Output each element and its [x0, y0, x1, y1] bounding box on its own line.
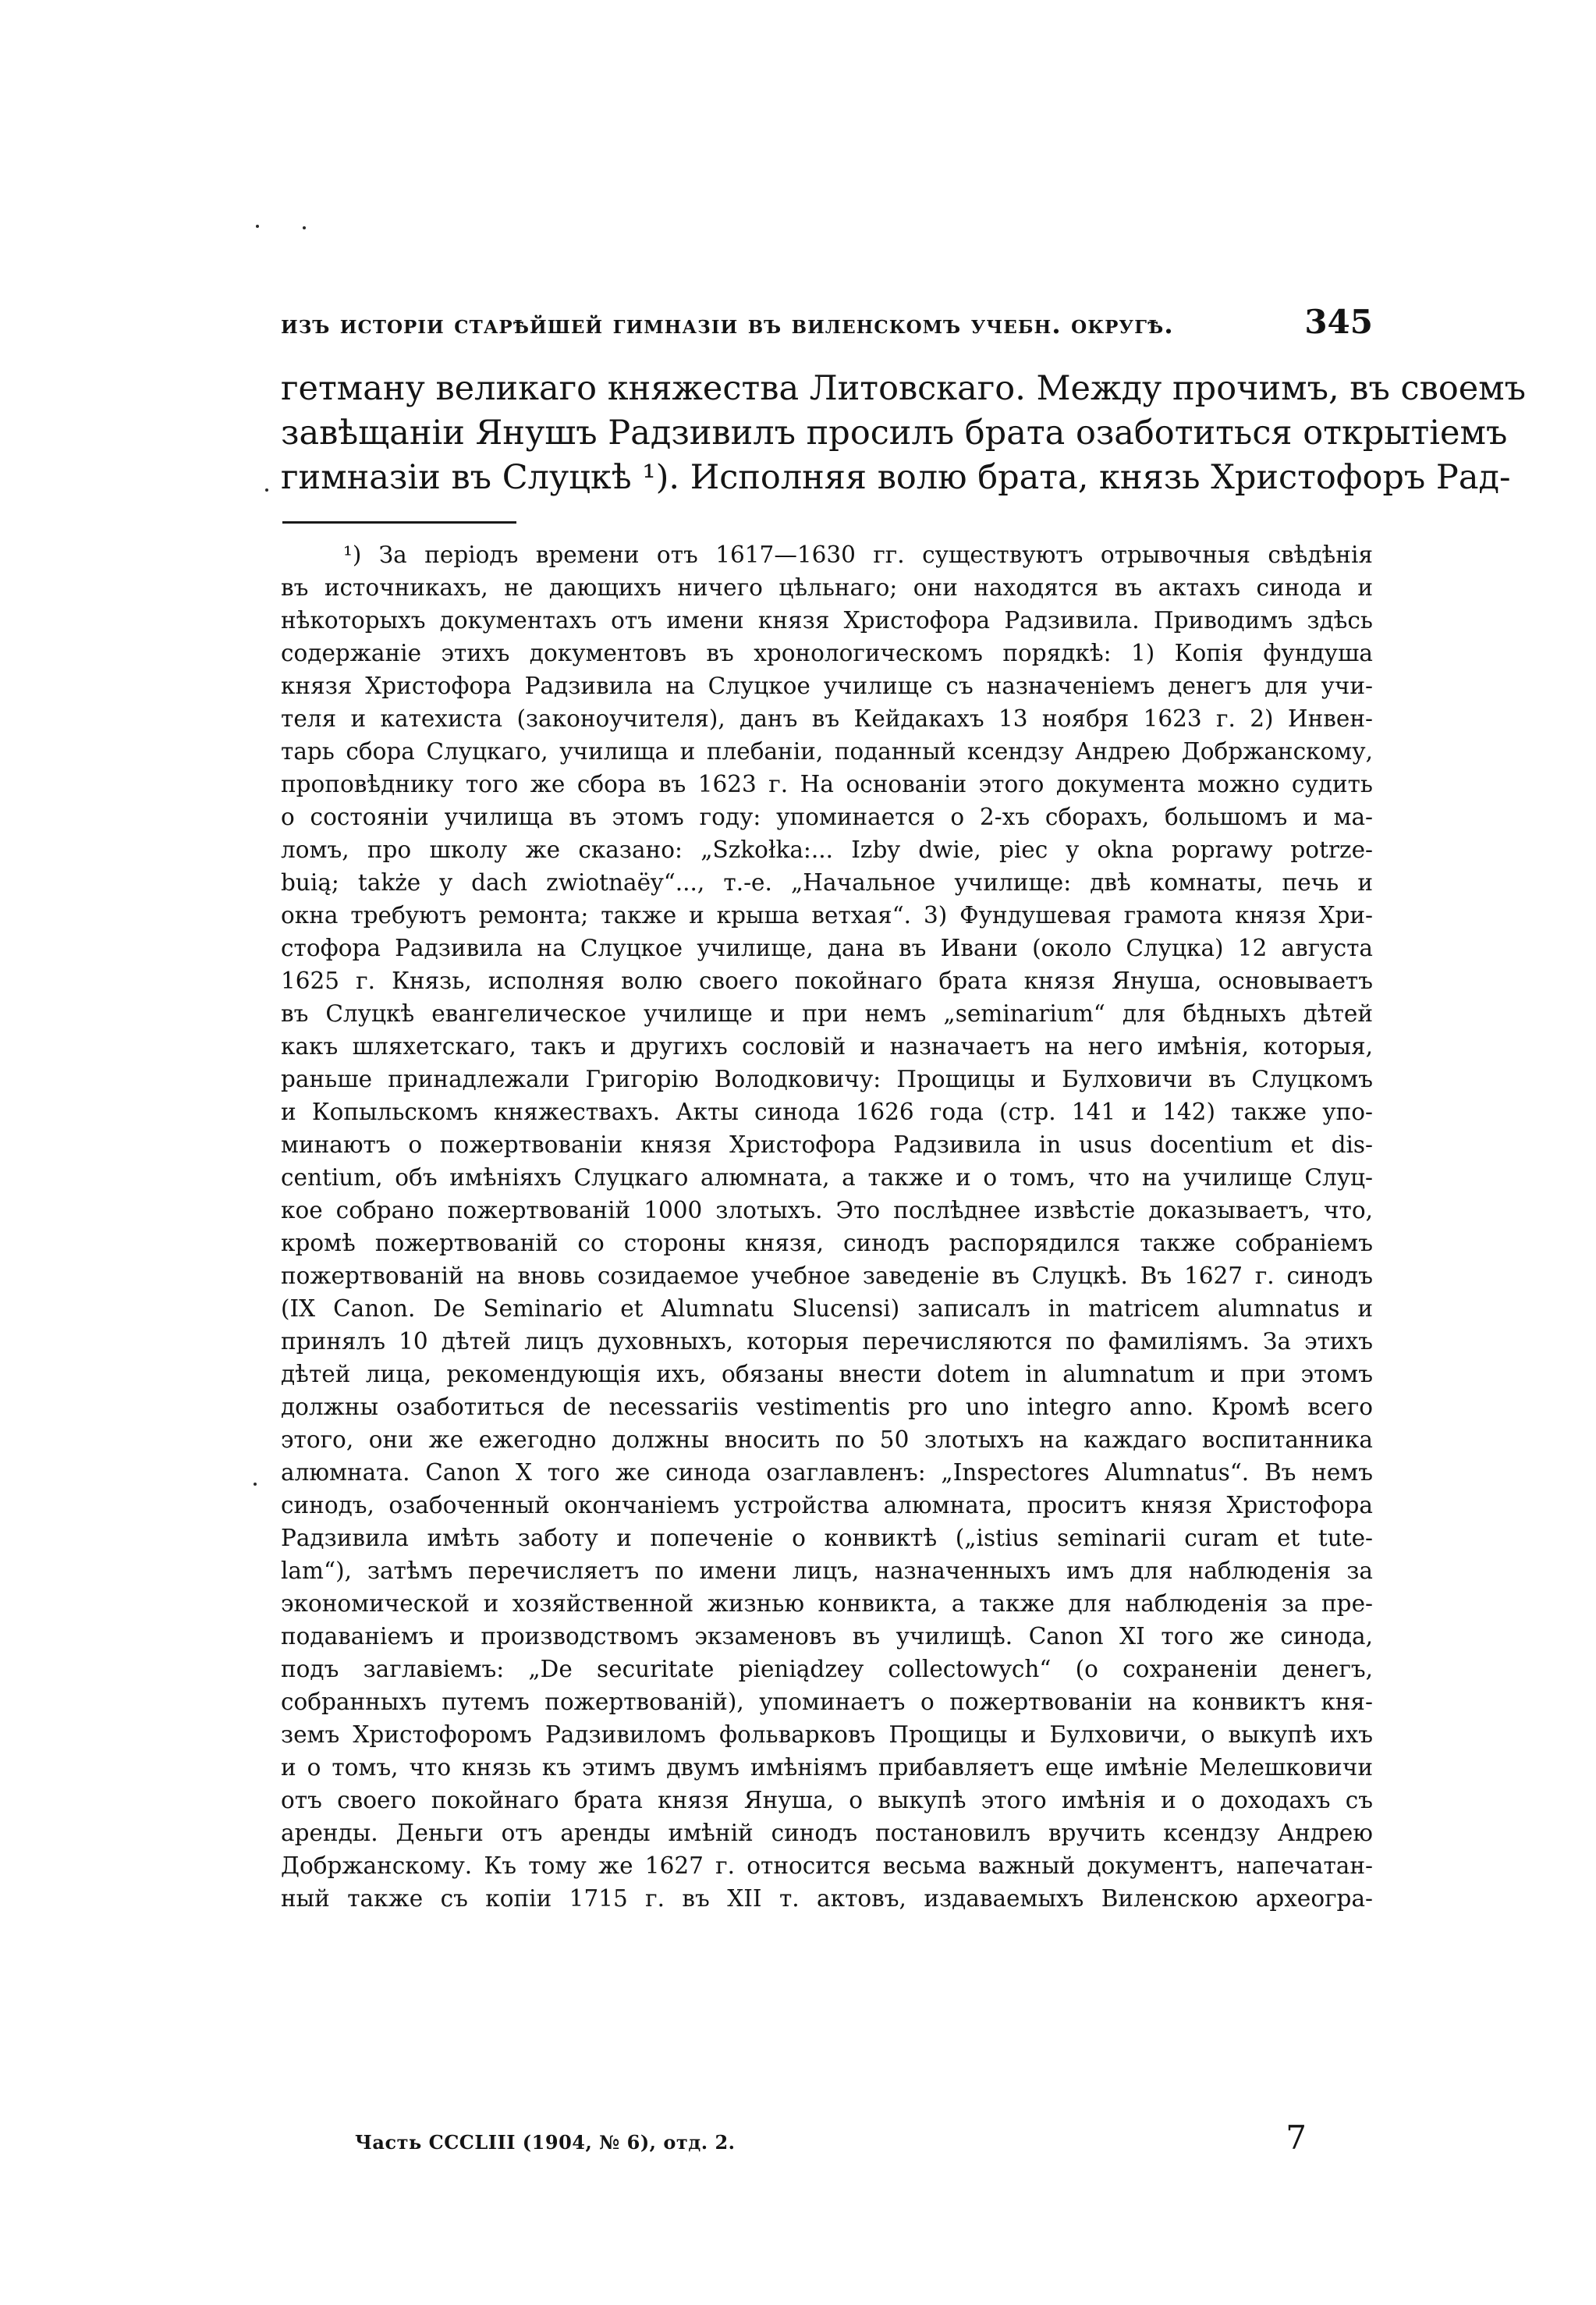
footnote-line: тарь сбора Слуцкаго, училища и плебаніи, поданный ксендзу Андрею Добржанскому, — [281, 738, 1373, 765]
footnote-line: пожертвованій на вновь созидаемое учебное заведеніе въ Слуцкѣ. Въ 1627 г. синодъ — [281, 1263, 1373, 1289]
footnote-line: этого, они же ежегодно должны вносить по 50 злотыхъ на каждаго воспитанника — [281, 1426, 1373, 1453]
footnote-line: ломъ, про школу же сказано: „Szkołka:... Izby dwie, piec y okna poprawy potrze- — [281, 836, 1373, 863]
footnote-line: buią; także y dach zwiotnaëy“..., т.-е. „Начальное училище: двѣ комнаты, печь и — [281, 869, 1373, 896]
footnote-line: дѣтей лица, рекомендующія ихъ, обязаны внести dotem in alumnatum и при этомъ — [281, 1361, 1373, 1387]
footnote-line: окна требуютъ ремонта; также и крыша ветхая“. 3) Фундушевая грамота князя Хри- — [281, 902, 1373, 929]
footnote-line: проповѣднику того же сбора въ 1623 г. На основаніи этого документа можно судить — [281, 771, 1373, 797]
footnote — [281, 538, 1373, 1915]
footnote-line: земъ Христофоромъ Радзивиломъ фольварковъ Прощицы и Булховичи, о выкупѣ ихъ — [281, 1721, 1373, 1748]
footnote-line: минаютъ о пожертвованіи князя Христофора Радзивила in usus docentium et dis- — [281, 1131, 1373, 1158]
footnote-line: кое собрано пожертвованій 1000 злотыхъ. Это послѣднее извѣстіе доказываетъ, что, — [281, 1197, 1373, 1224]
printer-signature: Часть CCCLIII (1904, № 6), отд. 2. — [355, 2131, 736, 2154]
footnote-line: экономической и хозяйственной жизнью конвикта, а также для наблюденія за пре- — [281, 1590, 1373, 1617]
footnote-line: должны озаботиться de necessariis vestimentis pro uno integro anno. Кромѣ всего — [281, 1394, 1373, 1420]
footnote-line: какъ шляхетскаго, такъ и другихъ сословій и назначаетъ на него имѣнія, которыя, — [281, 1033, 1373, 1060]
footnote-line: подъ заглавіемъ: „De securitate pieniądzey collectowych“ (о сохраненіи денегъ, — [281, 1656, 1373, 1682]
scan-speck — [256, 225, 259, 228]
main-text — [281, 367, 1526, 500]
footnote-line: centium, объ имѣніяхъ Слуцкаго алюмната, а также и о томъ, что на училище Слуц- — [281, 1164, 1373, 1191]
footnote-line: и Копыльскомъ княжествахъ. Акты синода 1626 года (стр. 141 и 142) также упо- — [281, 1099, 1373, 1125]
footnote-line: теля и катехиста (законоучителя), данъ въ Кейдакахъ 13 ноября 1623 г. 2) Инвен- — [281, 705, 1373, 732]
footnote-line: раньше принадлежали Григорію Володковичу: Прощицы и Булховичи въ Слуцкомъ — [281, 1066, 1373, 1092]
footnote-line: нѣкоторыхъ документахъ отъ имени князя Христофора Радзивила. Приводимъ здѣсь — [281, 607, 1373, 634]
page-footer — [355, 2119, 1307, 2157]
footnote-line: въ Слуцкѣ евангелическое училище и при немъ „seminarium“ для бѣдныхъ дѣтей — [281, 1000, 1373, 1027]
footnote-line: содержаніе этихъ документовъ въ хронологическомъ порядкѣ: 1) Копія фундуша — [281, 640, 1373, 666]
sheet-number: 7 — [1286, 2119, 1307, 2157]
footnote-line: принялъ 10 дѣтей лицъ духовныхъ, которыя перечисляются по фамиліямъ. За этихъ — [281, 1328, 1373, 1355]
footnote-line: и о томъ, что князь къ этимъ двумъ имѣніямъ прибавляетъ еще имѣніе Мелешковичи — [281, 1754, 1373, 1781]
footnote-line: ный также съ копіи 1715 г. въ XII т. актовъ, издаваемыхъ Виленскою археогра- — [281, 1885, 1373, 1912]
footnote-line: lam“), затѣмъ перечисляетъ по имени лицъ, назначенныхъ имъ для наблюденія за — [281, 1557, 1373, 1584]
footnote-line: (IX Canon. De Seminario et Alumnatu Slucensi) записалъ in matricem alumnatus и — [281, 1295, 1373, 1322]
footnote-line: 1625 г. Князь, исполняя волю своего покойнаго брата князя Януша, основываетъ — [281, 968, 1373, 994]
scan-speck — [254, 1483, 257, 1486]
main-text-line: гимназіи въ Слуцкѣ ¹). Исполняя волю брата, князь Христофоръ Рад- — [281, 458, 1511, 497]
footnote-line: кромѣ пожертвованій со стороны князя, синодъ распорядился также собраніемъ — [281, 1230, 1373, 1256]
main-text-line: гетману великаго княжества Литовскаго. Между прочимъ, въ своемъ — [281, 369, 1526, 408]
footnote-line: Добржанскому. Къ тому же 1627 г. относится весьма важный документъ, напечатан- — [281, 1852, 1373, 1879]
scan-speck — [303, 226, 306, 229]
footnote-line: въ источникахъ, не дающихъ ничего цѣльнаго; они находятся въ актахъ синода и — [281, 574, 1373, 601]
footnote-line: отъ своего покойнаго брата князя Януша, о выкупѣ этого имѣнія и о доходахъ съ — [281, 1787, 1373, 1813]
running-title: изъ исторіи старѣйшей гимназіи въ виленскомъ учебн. округѣ. — [281, 309, 1174, 339]
main-text-line: завѣщаніи Янушъ Радзивилъ просилъ брата озаботиться открытіемъ — [281, 414, 1508, 453]
footnote-line: князя Христофора Радзивила на Слуцкое училище съ назначеніемъ денегъ для учи- — [281, 673, 1373, 699]
footnote-line: о состояніи училища въ этомъ году: упоминается о 2-хъ сборахъ, большомъ и ма- — [281, 804, 1373, 830]
footnote-line: аренды. Деньги отъ аренды имѣній синодъ постановилъ вручить ксендзу Андрею — [281, 1820, 1373, 1846]
footnote-line: стофора Радзивила на Слуцкое училище, дана въ Ивани (около Слуцка) 12 августа — [281, 935, 1373, 961]
footnote-line: ¹) За періодъ времени отъ 1617—1630 гг. существуютъ отрывочныя свѣдѣнія — [343, 542, 1373, 568]
footnote-line: подаваніемъ и производствомъ экзаменовъ въ училищѣ. Canon XI того же синода, — [281, 1623, 1373, 1650]
footnote-line: синодъ, озабоченный окончаніемъ устройства алюмната, проситъ князя Христофора — [281, 1492, 1373, 1518]
footnote-line: алюмната. Canon X того же синода озаглавленъ: „Inspectores Alumnatus“. Въ немъ — [281, 1459, 1373, 1486]
scan-speck — [265, 488, 268, 492]
footnote-line: собранныхъ путемъ пожертвованій), упоминаетъ о пожертвованіи на конвиктъ кня- — [281, 1689, 1373, 1715]
page-number: 345 — [1304, 303, 1373, 341]
footnote-divider — [282, 521, 516, 524]
running-header — [281, 303, 1373, 341]
footnote-line: Радзивила имѣть заботу и попеченіе о конвиктѣ („istius seminarii curam et tute- — [281, 1525, 1373, 1551]
